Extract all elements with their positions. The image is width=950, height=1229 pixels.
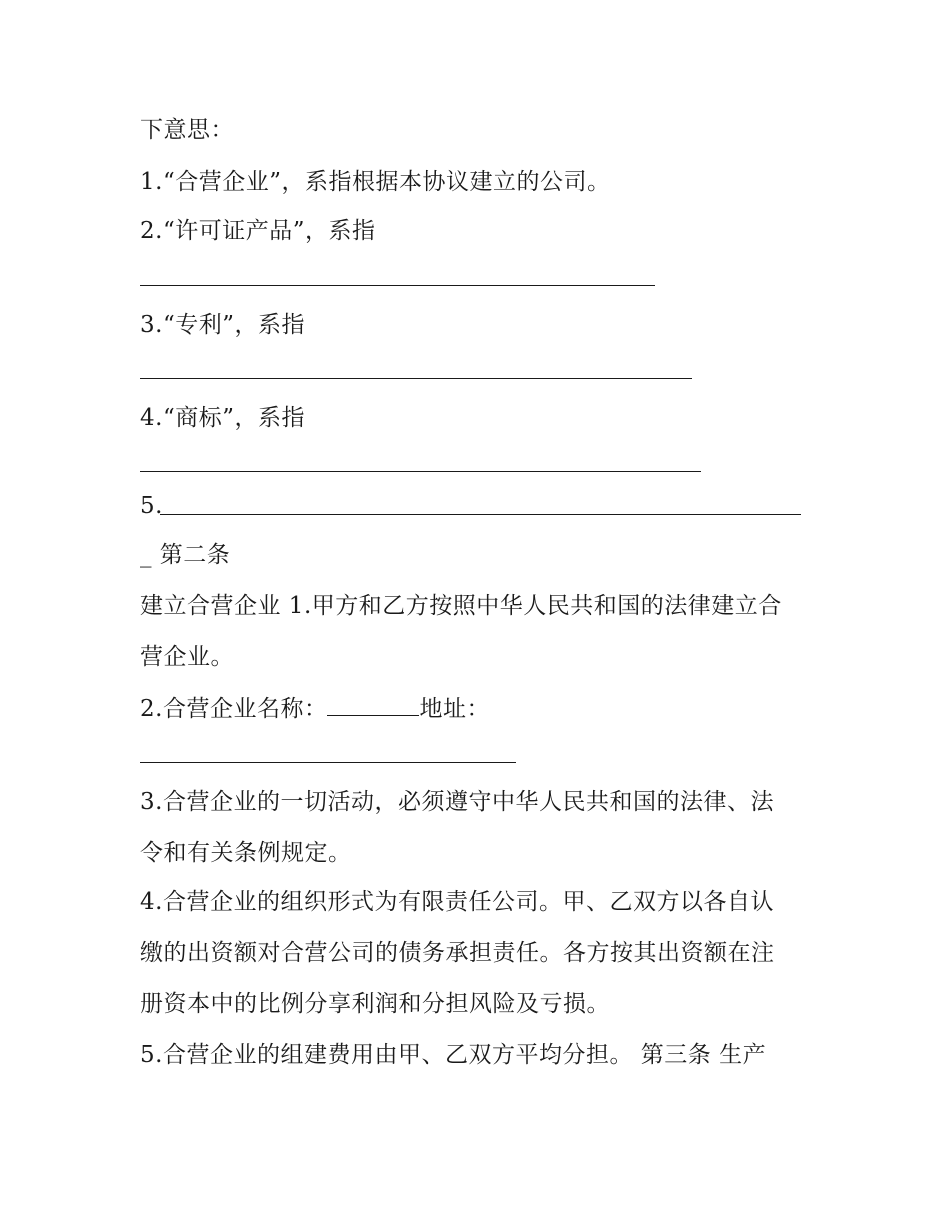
- text-line-org-form-cont-2: 册资本中的比例分享利润和分担风险及亏损。: [140, 991, 610, 1017]
- address-label: 地址：: [419, 696, 490, 722]
- definition-trademark: 4.“商标”，系指: [140, 405, 305, 431]
- article-2-heading: _ 第二条: [140, 542, 231, 568]
- definition-patent: 3.“专利”，系指: [140, 312, 305, 338]
- definition-licensed-product: 2.“许可证产品”，系指: [140, 218, 376, 244]
- text-line-activities: 3.合营企业的一切活动，必须遵守中华人民共和国的法律、法: [140, 789, 774, 815]
- blank-line-patent: [140, 378, 692, 379]
- text-line-name-address: [140, 693, 490, 724]
- blank-line-address: [140, 762, 516, 763]
- company-name-blank: [327, 693, 419, 716]
- definition-item-5: [140, 491, 163, 521]
- text-line-org-form: 4.合营企业的组织形式为有限责任公司。甲、乙双方以各自认: [140, 889, 774, 915]
- definition-joint-venture: 1.“合营企业”，系指根据本协议建立的公司。: [140, 169, 611, 195]
- text-line-establish-cont: 营企业。: [140, 644, 234, 670]
- text-line-activities-cont: 令和有关条例规定。: [140, 840, 352, 866]
- item-5-number: 5.: [140, 493, 163, 519]
- company-name-label: 2.合营企业名称：: [140, 696, 328, 722]
- text-line-org-form-cont-1: 缴的出资额对合营公司的债务承担责任。各方按其出资额在注: [140, 940, 775, 966]
- text-line-fees-article-3: 5.合营企业的组建费用由甲、乙双方平均分担。 第三条 生产: [140, 1042, 767, 1068]
- text-line-intro: 下意思：: [140, 117, 234, 143]
- blank-line-item-5: [160, 514, 801, 515]
- blank-line-trademark: [140, 471, 701, 472]
- text-line-establish: 建立合营企业 1.甲方和乙方按照中华人民共和国的法律建立合: [140, 593, 782, 619]
- blank-line-licensed-product: [140, 285, 655, 286]
